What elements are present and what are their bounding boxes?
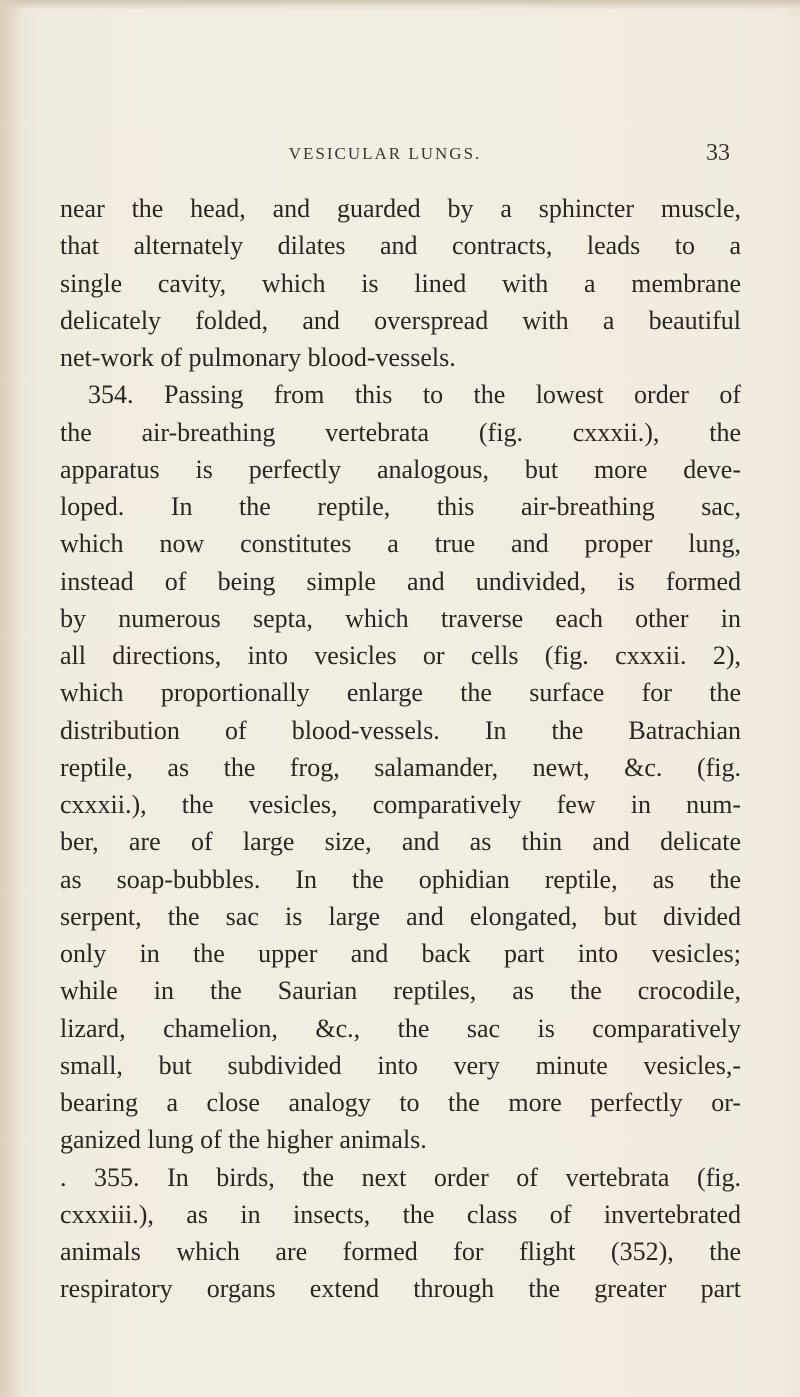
- page-top-edge: [0, 0, 800, 10]
- body-text: [60, 190, 741, 1308]
- text-line: near the head, and guarded by a sphincter muscle,: [60, 194, 741, 223]
- paragraph-354-start: 354. Passing from this to the lowest order of: [88, 380, 741, 410]
- text-line: serpent, the sac is large and elongated, but divided: [60, 901, 741, 931]
- page-number: 33: [706, 140, 730, 166]
- page-header: [0, 140, 800, 170]
- text-line: all directions, into vesicles or cells (fig. cxxxii. 2),: [60, 641, 741, 670]
- text-line: which proportionally enlarge the surface for the: [60, 678, 741, 708]
- text-line: apparatus is perfectly analogous, but more deve-: [60, 454, 741, 484]
- text-line: distribution of blood-vessels. In the Batrachian: [60, 715, 741, 745]
- text-line: the air-breathing vertebrata (fig. cxxxii.), the: [60, 417, 741, 447]
- text-line: respiratory organs extend through the greater part: [60, 1274, 741, 1304]
- text-line: that alternately dilates and contracts, leads to a: [60, 231, 741, 261]
- text-line: loped. In the reptile, this air-breathing sac,: [60, 492, 741, 521]
- text-line: ber, are of large size, and as thin and delicate: [60, 827, 741, 857]
- text-line: delicately folded, and overspread with a beautiful: [60, 305, 741, 335]
- text-line: animals which are formed for flight (352), the: [60, 1237, 741, 1266]
- text-line: single cavity, which is lined with a membrane: [60, 268, 741, 298]
- text-line: cxxxii.), the vesicles, comparatively few in num-: [60, 790, 741, 819]
- text-line: while in the Saurian reptiles, as the crocodile,: [60, 976, 741, 1006]
- running-head: VESICULAR LUNGS.: [288, 144, 482, 163]
- text-line: lizard, chamelion, &c., the sac is comparatively: [60, 1013, 741, 1043]
- page-gutter-shadow: [0, 0, 22, 1397]
- text-line: cxxxiii.), as in insects, the class of invertebrated: [60, 1199, 741, 1229]
- text-line: only in the upper and back part into vesicles;: [60, 939, 741, 968]
- text-line: reptile, as the frog, salamander, newt, &c. (fig.: [60, 752, 741, 782]
- text-line: small, but subdivided into very minute vesicles,-: [60, 1050, 741, 1080]
- text-line: as soap-bubbles. In the ophidian reptile, as the: [60, 864, 741, 894]
- text-line: bearing a close analogy to the more perfectly or-: [60, 1088, 741, 1117]
- text-line: by numerous septa, which traverse each other in: [60, 603, 741, 633]
- paragraph-355-start: . 355. In birds, the next order of vertebrata (fig.: [60, 1162, 741, 1192]
- text-line: which now constitutes a true and proper lung,: [60, 529, 741, 559]
- text-line: instead of being simple and undivided, is formed: [60, 566, 741, 596]
- text-line: ganized lung of the higher animals.: [60, 1125, 427, 1155]
- text-line: net-work of pulmonary blood-vessels.: [60, 343, 456, 372]
